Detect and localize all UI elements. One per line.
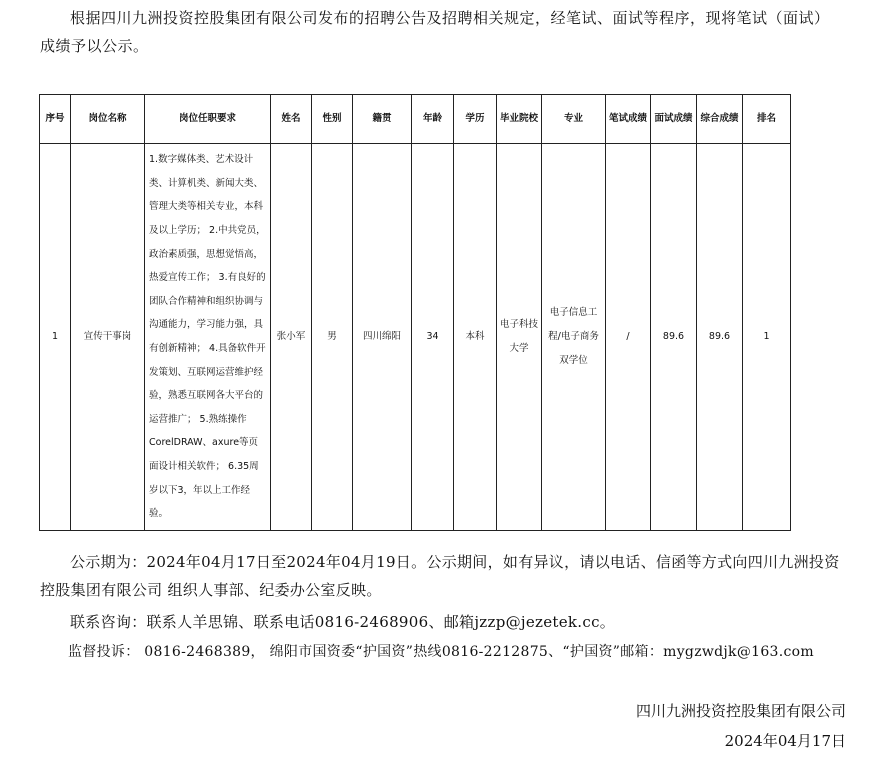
header-rank: 排名: [743, 95, 791, 144]
header-index: 序号: [40, 95, 71, 144]
cell-rank: 1: [743, 144, 791, 531]
header-name: 姓名: [271, 95, 312, 144]
cell-total-score: 89.6: [697, 144, 743, 531]
cell-education: 本科: [454, 144, 497, 531]
signature-org: 四川九洲投资控股集团有限公司: [635, 702, 846, 720]
cell-requirements: 1.数字媒体类、艺术设计类、计算机类、新闻大类、管理大类等相关专业，本科及以上学历； 2.中共党员，政治素质强，思想觉悟高，热爱宣传工作； 3.有良好的团队合作精神和组织协调与沟通能力，学习能力强，具有创新精神； 4.具备软件开发策划、互联网运营维护经验，熟悉互联网各大平台的运营推广； 5.熟练操作CorelDRAW、axure等页面设计相关软件； 6.35周岁以下3，年以上工作经验。: [145, 144, 271, 531]
cell-position: 宣传干事岗: [71, 144, 145, 531]
cell-written-score: /: [606, 144, 651, 531]
header-interview-score: 面试成绩: [651, 95, 697, 144]
cell-interview-score: 89.6: [651, 144, 697, 531]
header-written-score: 笔试成绩: [606, 95, 651, 144]
header-major: 专业: [542, 95, 606, 144]
header-education: 学历: [454, 95, 497, 144]
header-position: 岗位名称: [71, 95, 145, 144]
cell-school: 电子科技大学: [497, 144, 542, 531]
cell-index: 1: [40, 144, 71, 531]
intro-paragraph: 根据四川九洲投资控股集团有限公司发布的招聘公告及招聘相关规定，经笔试、面试等程序，现将笔试（面试）成绩予以公示。: [40, 9, 830, 55]
cell-major: 电子信息工程/电子商务双学位: [542, 144, 606, 531]
notice-period: 公示期为：2024年04月17日至2024年04月19日。公示期间，如有异议，请以电话、信函等方式向四川九洲投资控股集团有限公司 组织人事部、纪委办公室反映。: [40, 553, 840, 599]
header-age: 年龄: [412, 95, 454, 144]
header-school: 毕业院校: [497, 95, 542, 144]
table-header-row: [40, 95, 791, 144]
results-table: [39, 94, 791, 531]
signature-date: 2024年04月17日: [724, 732, 846, 750]
notice-contact: 联系咨询：联系人羊思锦、联系电话0816-2468906、邮箱jzzp@jezetek.cc。: [70, 613, 616, 631]
table-row: [40, 144, 791, 531]
header-total-score: 综合成绩: [697, 95, 743, 144]
cell-origin: 四川绵阳: [353, 144, 412, 531]
header-requirements: 岗位任职要求: [145, 95, 271, 144]
cell-age: 34: [412, 144, 454, 531]
header-gender: 性别: [312, 95, 353, 144]
cell-name: 张小军: [271, 144, 312, 531]
cell-gender: 男: [312, 144, 353, 531]
header-origin: 籍贯: [353, 95, 412, 144]
notice-supervise: 监督投诉： 0816-2468389， 绵阳市国资委“护国资”热线0816-2212875、“护国资”邮箱：mygzwdjk@163.com: [68, 644, 814, 660]
